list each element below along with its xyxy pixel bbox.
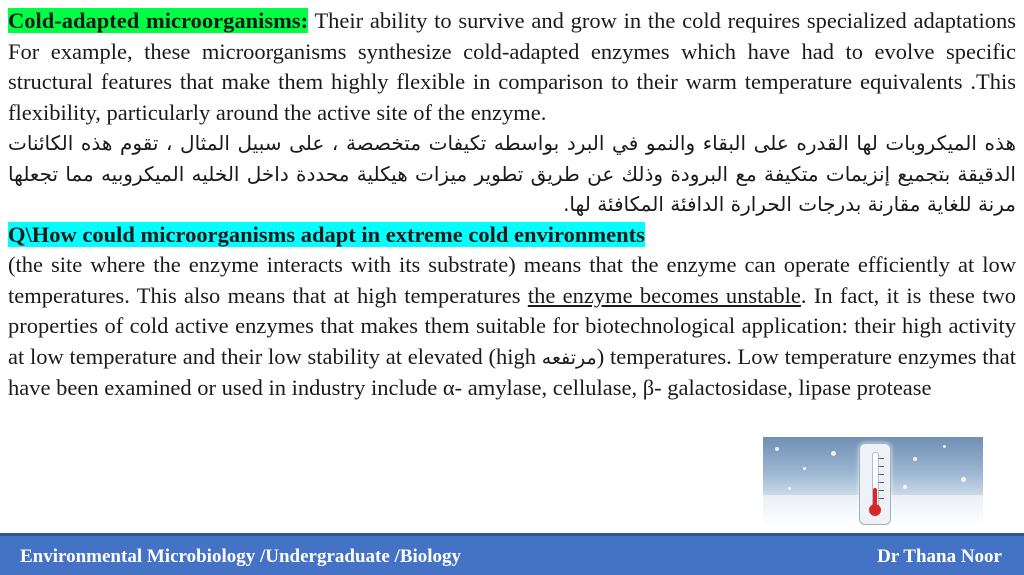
arabic-inline-word: مرتفعه <box>541 346 597 369</box>
body-text-3: ) temperatures. Low temperature enzymes that have been examined or used in industry include α- amylase, cellulase, β- galactosidase, lipase protease <box>8 343 1016 400</box>
underlined-phrase: the enzyme becomes unstable <box>527 282 801 308</box>
footer-course: Environmental Microbiology /Undergraduate /Biology <box>20 546 462 567</box>
footer-author: Dr Thana Noor <box>877 546 1002 567</box>
body-text-1: (the site where the enzyme interacts with its substrate) means that the enzyme can operate efficiently at low temperatures. This also means that at high temperatures <box>8 252 1016 308</box>
footer-bar <box>0 533 1024 575</box>
intro-paragraph <box>8 6 1016 128</box>
thermometer-in-snow-icon <box>763 437 983 527</box>
question-heading: Q\How could microorganisms adapt in extreme cold environments <box>8 221 645 247</box>
arabic-paragraph: هذه الميكروبات لها القدره على البقاء والنمو في البرد بواسطه تكيفات متخصصة ، على سبيل المثال ، تقوم هذه الكائنات الدقيقة بتجميع إنزيمات متكيفة مع البرودة وذلك عن طريق تطوير ميزات هيكلية محددة داخل الخليه الميكروبيه مما تجعلها مرنة للغاية مقارنة بدرجات الحرارة الدافئة المكافئة لها. <box>8 131 1016 216</box>
body-paragraph <box>8 250 1016 404</box>
slide-content <box>8 6 1016 404</box>
body-text-2: . In fact, it is these two properties of cold active enzymes that makes them suitable for biotechnological application: their high activity at low temperature and their low stability at elevated (high <box>8 282 1016 369</box>
question-line <box>8 220 1016 251</box>
intro-text: Their ability to survive and grow in the cold requires specialized adaptations For example, these microorganisms synthesize cold-adapted enzymes which have had to evolve specific structural features that make them highly flexible in comparison to their warm temperature equivalents .This flexibility, particularly around the active site of the enzyme. <box>8 8 1016 125</box>
intro-heading: Cold-adapted microorganisms: <box>8 8 309 33</box>
